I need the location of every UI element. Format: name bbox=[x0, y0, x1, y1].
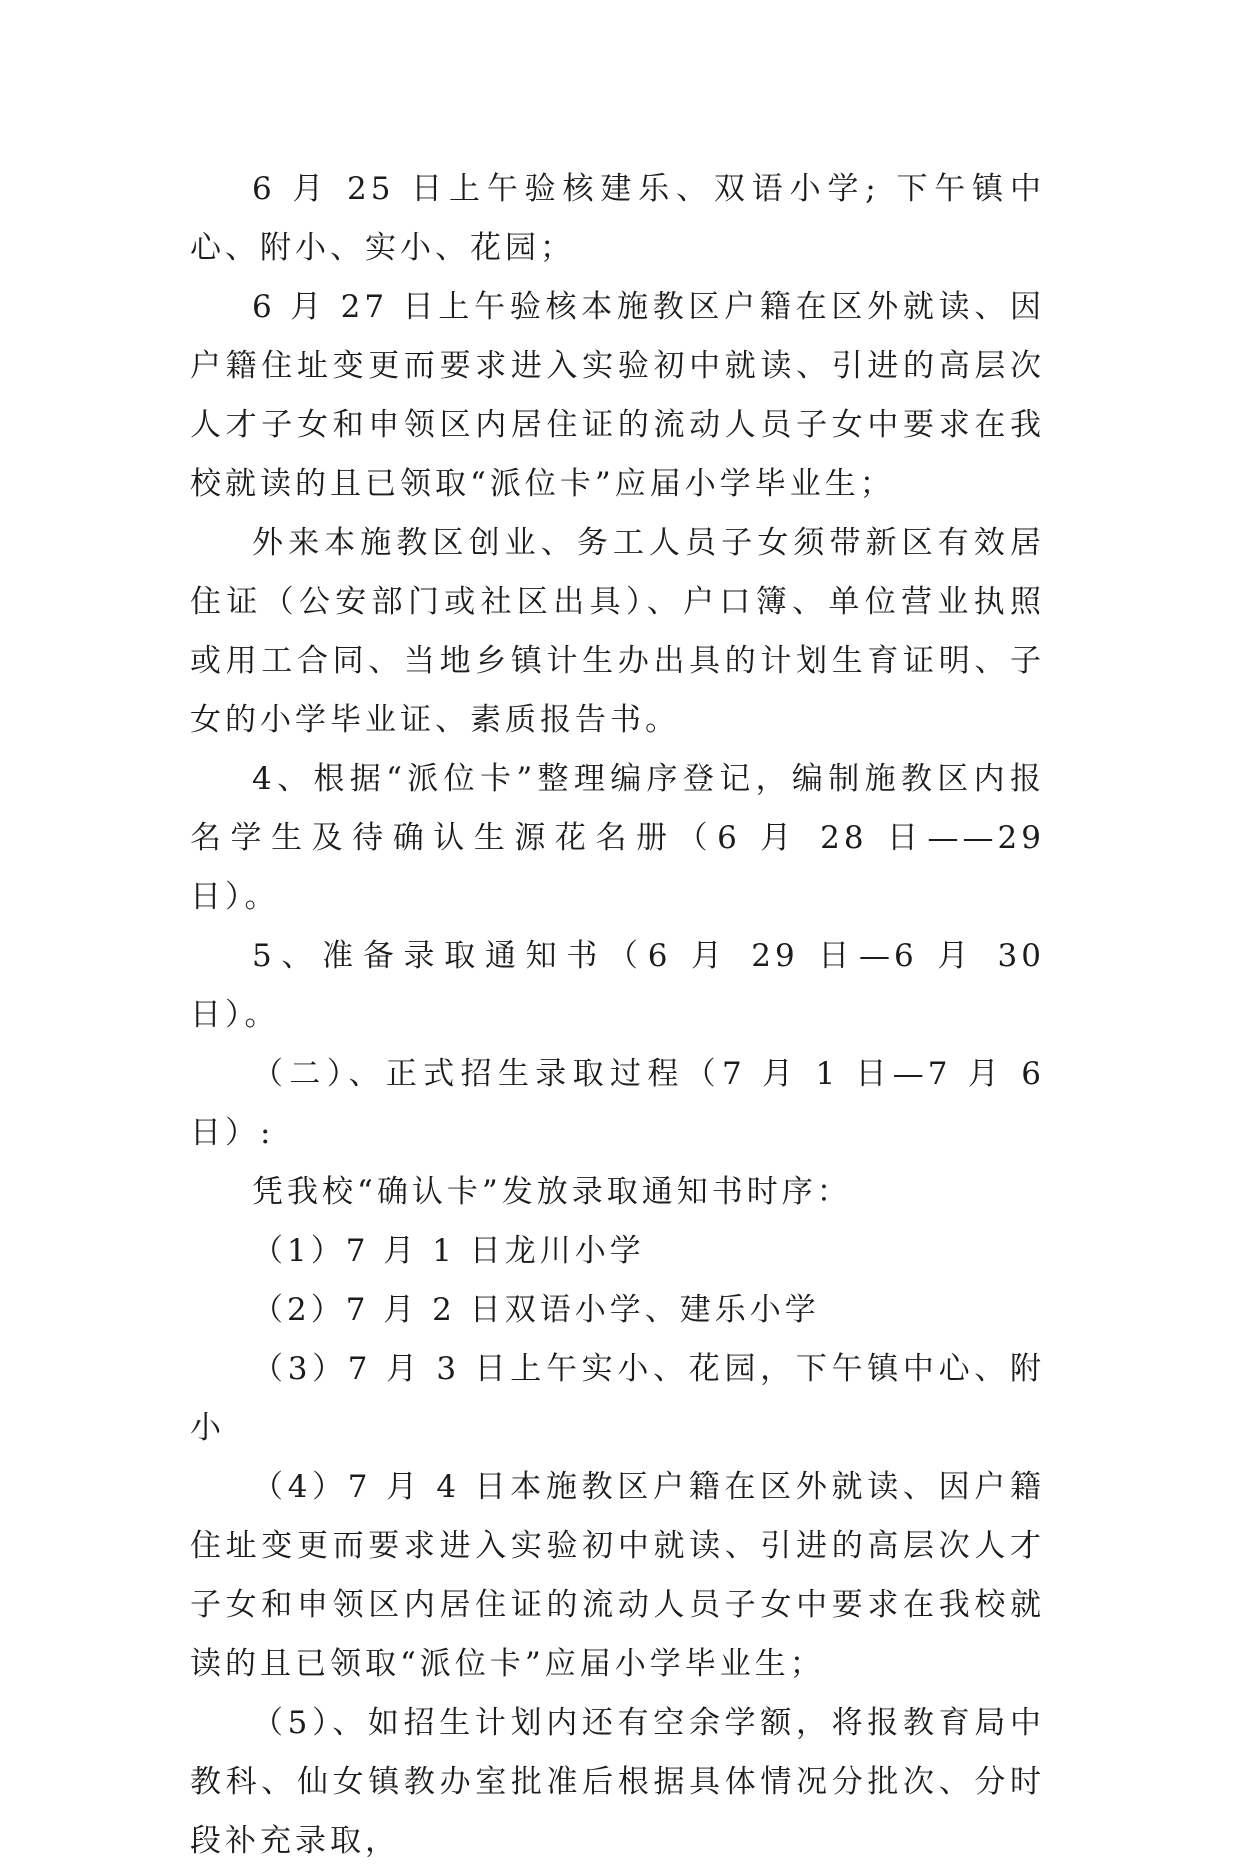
list-item-2: （2）7 月 2 日双语小学、建乐小学 bbox=[252, 1292, 820, 1328]
paragraph-step-4: 4、根据“派位卡”整理编序登记，编制施教区内报名学生及待确认生源花名册（6 月 28 日——29 日）。 bbox=[190, 761, 1045, 915]
paragraph-migrant-documents: 外来本施教区创业、务工人员子女须带新区有效居住证（公安部门或社区出具）、户口簿、单位营业执照或用工合同、当地乡镇计生办出具的计划生育证明、子女的小学毕业证、素质报告书。 bbox=[190, 525, 1045, 738]
list-item-4: （4）7 月 4 日本施教区户籍在区外就读、因户籍住址变更而要求进入实验初中就读、引进的高层次人才子女和申领区内居住证的流动人员子女中要求在我校就读的且已领取“派位卡”应届小学毕业生； bbox=[190, 1469, 1045, 1682]
paragraph-step-5: 5、准备录取通知书（6 月 29 日—6 月 30 日）。 bbox=[190, 938, 1045, 1033]
section-heading-formal-admission: （二）、正式招生录取过程（7 月 1 日—7 月 6 日）: bbox=[190, 1056, 1045, 1151]
paragraph-schedule-june-25: 6 月 25 日上午验核建乐、双语小学; 下午镇中心、附小、实小、花园； bbox=[190, 171, 1045, 266]
document-body bbox=[190, 160, 1045, 1871]
list-item-3: （3）7 月 3 日上午实小、花园，下午镇中心、附小 bbox=[190, 1351, 1045, 1446]
list-item-5: （5）、如招生计划内还有空余学额，将报教育局中教科、仙女镇教办室批准后根据具体情况分批次、分时段补充录取， bbox=[190, 1705, 1045, 1859]
paragraph-schedule-june-27: 6 月 27 日上午验核本施教区户籍在区外就读、因户籍住址变更而要求进入实验初中就读、引进的高层次人才子女和申领区内居住证的流动人员子女中要求在我校就读的且已领取“派位卡”应届小学毕业生； bbox=[190, 289, 1045, 502]
paragraph-notice-order: 凭我校“确认卡”发放录取通知书时序： bbox=[252, 1174, 852, 1210]
list-item-1: （1）7 月 1 日龙川小学 bbox=[252, 1233, 645, 1269]
